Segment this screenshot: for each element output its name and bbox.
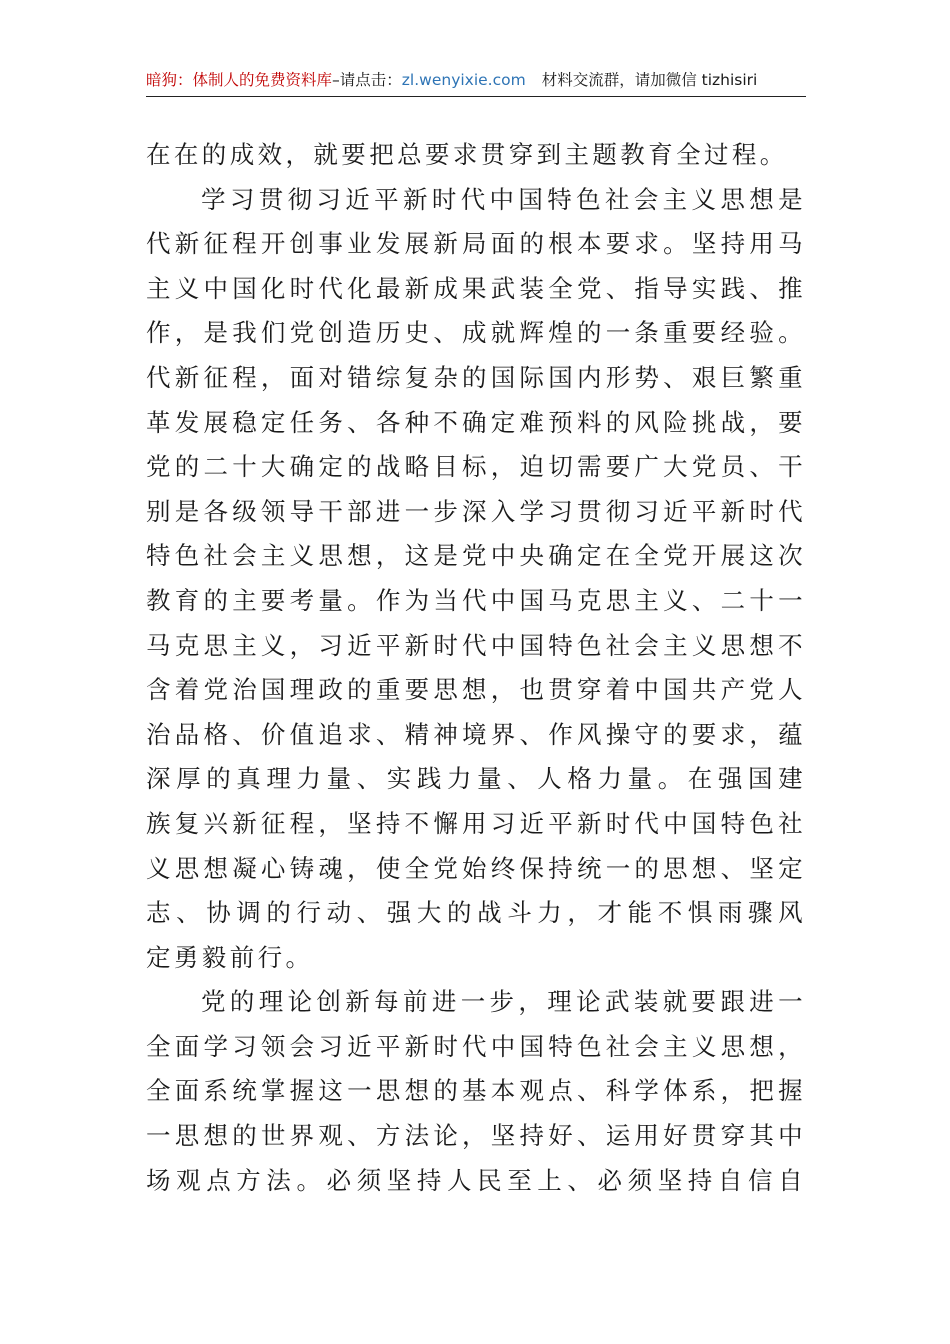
text-line: 作，是我们党创造历史、成就辉煌的一条重要经验。 (146, 318, 806, 348)
text-line: 教育的主要考量。作为当代中国马克思主义、二十一 (146, 585, 806, 615)
header-brand: 暗狗：体制人的免费资料库 (146, 71, 333, 89)
document-body (146, 133, 806, 1203)
text-line: 治品格、价值追求、精神境界、作风操守的要求，蕴 (146, 719, 806, 749)
header-note: 材料交流群，请加微信 tizhisiri (541, 71, 758, 89)
text-line: 党的二十大确定的战略目标，迫切需要广大党员、干 (146, 452, 806, 482)
text-line: 马克思主义，习近平新时代中国特色社会主义思想不 (146, 630, 806, 660)
text-line: 深厚的真理力量、实践力量、人格力量。在强国建 (146, 764, 806, 794)
text-line: 革发展稳定任务、各种不确定难预料的风险挑战，要 (146, 407, 806, 437)
text-line: 在在的成效，就要把总要求贯穿到主题教育全过程。 (146, 140, 788, 169)
text-line: 志、协调的行动、强大的战斗力，才能不惧雨骤风 (146, 898, 806, 928)
text-line: 定勇毅前行。 (146, 942, 314, 972)
text-line: 主义中国化时代化最新成果武装全党、指导实践、推 (146, 273, 806, 303)
header-prompt: –请点击： (332, 71, 402, 89)
page-header (146, 66, 806, 97)
text-line: 全面学习领会习近平新时代中国特色社会主义思想， (146, 1031, 806, 1061)
paragraph-start-line: 党的理论创新每前进一步，理论武装就要跟进一 (201, 987, 806, 1017)
paragraph-start-line: 学习贯彻习近平新时代中国特色社会主义思想是 (201, 184, 806, 214)
text-line: 特色社会主义思想，这是党中央确定在全党开展这次 (146, 541, 806, 571)
text-line: 族复兴新征程，坚持不懈用习近平新时代中国特色社 (146, 808, 806, 838)
text-line: 别是各级领导干部进一步深入学习贯彻习近平新时代 (146, 496, 806, 526)
text-line: 义思想凝心铸魂，使全党始终保持统一的思想、坚定 (146, 853, 806, 883)
text-line: 全面系统掌握这一思想的基本观点、科学体系，把握 (146, 1076, 806, 1106)
text-line: 场观点方法。必须坚持人民至上、必须坚持自信自 (146, 1165, 806, 1195)
text-line: 代新征程，面对错综复杂的国际国内形势、艰巨繁重 (146, 362, 806, 392)
text-line: 一思想的世界观、方法论，坚持好、运用好贯穿其中 (146, 1121, 806, 1151)
header-link[interactable]: zl.wenyixie.com (401, 71, 526, 89)
text-line: 代新征程开创事业发展新局面的根本要求。坚持用马 (146, 229, 806, 259)
text-line: 含着党治国理政的重要思想，也贯穿着中国共产党人 (146, 675, 806, 705)
